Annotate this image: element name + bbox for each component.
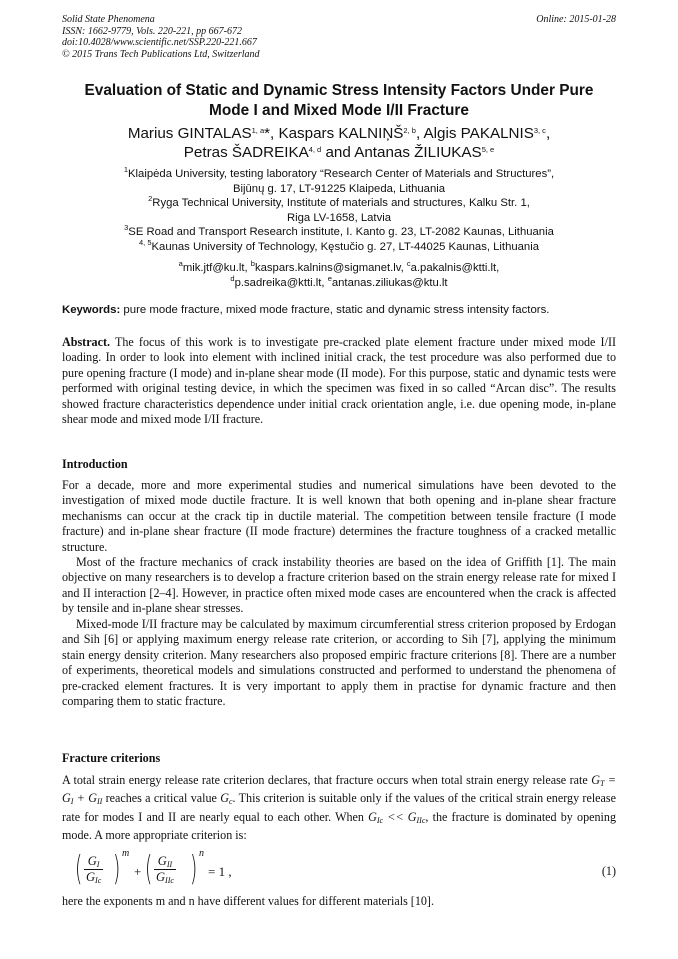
author-2: Kaspars KALNIŅŠ	[278, 125, 404, 142]
author-and: and	[325, 144, 351, 161]
email-e[interactable]: antanas.ziliukas@ktu.lt	[331, 276, 448, 289]
email-b[interactable]: kaspars.kalnins@sigmanet.lv,	[254, 262, 404, 274]
intro-paragraph-1: For a decade, more and more experimental studies and numerical simulations have been devoted to the investigation of mixed mode ductile fracture. It is well known that both opening and in-plane shear fracture mechanisms can occur at the crack tip in ductile material. The competition between tensile fracture (I mode fracture) and in-plane shear fracture (II mode fracture) determines the fracture toughness of a cracked metallic structure.	[62, 478, 616, 554]
abstract	[62, 335, 616, 428]
email-d-sup: d	[230, 273, 235, 283]
author-5-sup: 5, e	[481, 145, 495, 154]
eq-paren-close-2: )	[189, 849, 198, 889]
keywords-text: pure mode fracture, mixed mode fracture, static and dynamic stress intensity factors.	[123, 304, 550, 316]
intro-paragraph-2: Most of the fracture mechanics of crack instability theories are based on the idea of Griffith [1]. The main objective on many researchers is to develop a fracture criterion based on the strain energy release rate for mixed I and II interaction [2–4]. However, in practice often mixed mode cases are encountered when the crack is affected by tensile and in-plane shear stresses.	[62, 555, 616, 616]
affil-2-line-b: Riga LV-1658, Latvia	[286, 211, 392, 224]
affil-2-line-a: Ryga Technical University, Institute of materials and structures, Kalku Str. 1,	[152, 197, 530, 210]
criterions-text-c: . This criterion is suitable only if the values of the critical strain energy release rate for modes I and II are nearly equal to each other. When	[62, 791, 616, 824]
affil-1-num: 1	[123, 165, 129, 174]
abstract-label: Abstract.	[62, 335, 111, 349]
affil-1-line-a: Klaipėda University, testing laboratory “Research Center of Materials and Structures”,	[128, 168, 555, 180]
email-a[interactable]: mik.jtf@ku.lt,	[182, 262, 248, 274]
email-b-sup: b	[250, 259, 255, 268]
equation-number: (1)	[601, 864, 616, 878]
criterions-text-d: , the fracture is dominated by opening mode. A more appropriate criterion is:	[62, 809, 616, 843]
formula-gic-giic: $G_{Ic} << G_{IIc}$	[368, 809, 426, 825]
author-4: Petras ŠADREIKA	[183, 144, 309, 161]
journal-name: Solid State Phenomena	[62, 14, 155, 25]
criterions-heading: Fracture criterions	[62, 751, 161, 765]
keywords	[62, 303, 616, 317]
author-2-sup: 2, b	[403, 126, 416, 135]
email-d[interactable]: p.sadreika@ktti.lt,	[234, 276, 325, 289]
issn-line: ISSN: 1662-9779, Vols. 220-221, pp 667-672	[62, 25, 242, 37]
formula-gt: $G_T = G_I + G_{II}$	[62, 773, 616, 807]
eq-equals-one: = 1 ,	[208, 864, 232, 879]
affiliations	[62, 167, 616, 255]
formula-gc: $G_c$	[220, 791, 233, 807]
abstract-text: The focus of this work is to investigate pre-cracked plate element fracture under mixed mode I/II loading. In order to look into element with inclined initial crack, the test procedure was also performed due to pure opening fracture (I mode) and in-plane shear mode (II mode). For this purpose, static and dynamic tests were performed with original testing device, in which the specimen was fixed in so called “Arcan disc”. The results showed fracture characteristics dependence under initial crack orientation angle, i.e. due opening mode, in-plane shear mode and mixed mode I/II fracture.	[62, 335, 616, 427]
eq-plus: +	[134, 864, 142, 879]
equation-1	[62, 846, 616, 896]
journal-header	[62, 14, 260, 60]
author-3-sup: 3, c	[533, 126, 546, 135]
eq-exp-n: n	[199, 848, 204, 859]
criterions-paragraph	[62, 773, 616, 844]
keywords-label: Keywords:	[62, 304, 121, 316]
author-1-sup: 1, a	[251, 126, 265, 135]
copyright-line: © 2015 Trans Tech Publications Ltd, Switzerland	[62, 48, 260, 60]
email-e-sup: e	[327, 273, 332, 283]
criterions-text-b: reaches a critical value	[105, 791, 217, 806]
eq-fraction-1: $G_I$ $G_{Ic}$	[86, 854, 102, 885]
affil-45-line: Kaunas University of Technology, Kęstučio g. 27, LT-44025 Kaunas, Lithuania	[151, 240, 539, 253]
affil-45-num: 4, 5	[139, 237, 152, 247]
author-5: Antanas ŽILIUKAS	[354, 144, 482, 161]
eq-fraction-2: $G_{II}$ $G_{IIc}$	[156, 854, 174, 885]
affil-2-num: 2	[148, 194, 153, 204]
email-list	[62, 261, 616, 290]
affil-3-line: SE Road and Transport Research institute, I. Kanto g. 23, LT-2082 Kaunas, Lithuania	[128, 226, 554, 239]
email-c[interactable]: a.pakalnis@ktti.lt,	[410, 262, 500, 274]
eq-paren-close-1: )	[112, 849, 121, 889]
criterions-text-a: A total strain energy release rate criterion declares, that fracture occurs when total strain energy release rate	[62, 773, 588, 787]
intro-paragraph-3: Mixed-mode I/II fracture may be calculated by maximum circumferential stress criterion proposed by Erdogan and Sih [6] or applying maximum energy release rate criterion, or according to Sih [7], applying the minimum stain energy density criterion. Many researchers also proposed empiric fracture criterions [8]. There are a number of experiments, theoretical models and simulations constructed and performed to understand the phenomena of pre-cracked element fractures. It is very important to apply them in practise for dynamic fracture and then comparing them to static fracture.	[62, 617, 616, 709]
introduction-heading: Introduction	[62, 457, 128, 471]
author-3: Algis PAKALNIS	[423, 125, 534, 142]
eq-paren-open-2: (	[144, 849, 153, 889]
affil-3-num: 3	[124, 223, 129, 233]
online-date: Online: 2015-01-28	[536, 14, 616, 25]
eq-exp-m: m	[122, 848, 130, 859]
title-line-2: Mode I and Mixed Mode I/II Fracture	[209, 102, 469, 119]
affil-1-line-b: Bijūnų g. 17, LT-91225 Klaipeda, Lithuania	[232, 182, 446, 195]
eq-paren-open-1: (	[74, 849, 83, 889]
email-a-sup: a	[178, 259, 183, 268]
paper-title	[62, 81, 616, 121]
after-equation-text: here the exponents m and n have different values for different materials [10].	[62, 894, 434, 908]
author-1: Marius GINTALAS	[127, 125, 252, 142]
author-list: Marius GINTALAS$^{1, a}$*, Kaspars KALNIŅŠ$^{2, b}$, Algis PAKALNIS$^{3, c}$, Petras ŠADREIKA$^{4, d}$ and Antanas ŽILIUKAS$^{5, e}$	[127, 125, 551, 161]
email-c-sup: c	[406, 259, 411, 268]
doi-line: doi:10.4028/www.scientific.net/SSP.220-221.667	[62, 37, 257, 48]
author-4-sup: 4, d	[308, 145, 322, 154]
title-line-1: Evaluation of Static and Dynamic Stress Intensity Factors Under Pure	[84, 82, 594, 99]
